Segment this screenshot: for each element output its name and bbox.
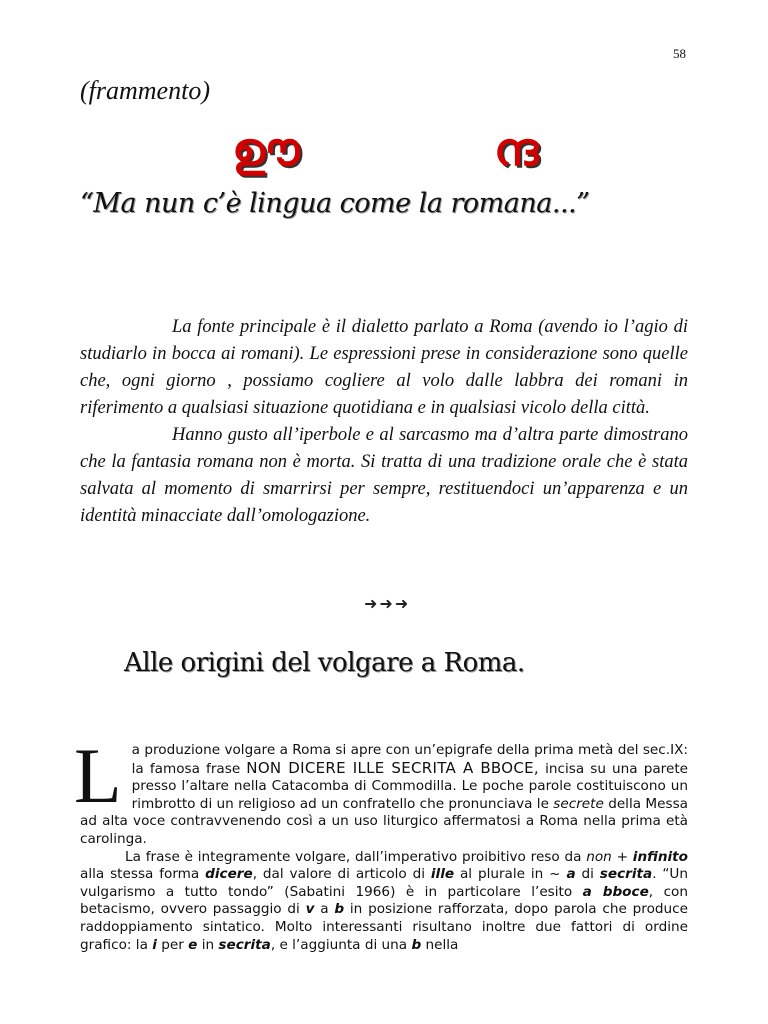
body-paragraph [74, 732, 689, 849]
text-run: nella [421, 936, 459, 953]
body-paragraph [80, 849, 688, 955]
emphasis: infinito [632, 848, 688, 865]
intro-paragraph: Hanno gusto all’iperbole e al sarcasmo ma d’altra parte dimostrano che la fantasia romana non è morta. Si tratta di una tradizione orale che è stata salvata al momento di smarrirsi per sempre, restituendoci un’apparenza e un identità minacciate dall’omologazione. [80, 425, 688, 526]
ornament-left-icon: ഊ [232, 122, 300, 176]
emphasis: a bboce [582, 883, 649, 900]
text-run: alla stessa forma [80, 866, 206, 883]
emphasis: ille [430, 866, 455, 883]
text-run: al plurale in ~ [454, 866, 567, 883]
text-run: + [611, 848, 633, 865]
text-run: , con betacismo, ovvero passaggio di [80, 883, 688, 918]
quote-title: “Ma nun c’è lingua come la romana...” [80, 188, 590, 219]
drop-cap: L [74, 732, 122, 819]
text-run: , dal valore di articolo di [252, 866, 431, 883]
text-run: a [314, 901, 335, 918]
emphasis: dicere [205, 866, 253, 883]
text-run: in posizione rafforzata, dopo parola che produce raddoppiamento sintatico. Molto interessanti risultano inoltre due fattori di ordine grafico: la [80, 901, 688, 953]
text-run: a produzione volgare a Roma si apre con un’epigrafe della prima metà del sec.IX: la famosa frase [131, 742, 688, 777]
body-text [74, 732, 689, 954]
intro-text [80, 314, 688, 530]
text-run: per [156, 936, 189, 953]
section-title: Alle origini del volgare a Roma. [124, 648, 525, 678]
emphasis: secrita [599, 866, 653, 883]
arrow-separator-icon: ➜➜➜ [364, 594, 411, 613]
text-run: La frase è integramente volgare, dall’imperativo proibitivo reso da [125, 848, 587, 865]
inscription-text: NON DICERE ILLE SECRITA A BBOCE, [246, 758, 539, 777]
emphasis: b [411, 936, 422, 953]
intro-paragraph: La fonte principale è il dialetto parlato a Roma (avendo io l’agio di studiarlo in bocca ai romani). Le espressioni prese in considerazione sono quelle che, ogni giorno , possiamo cogliere al volo dalle labbra dei romani in riferimento a qualsiasi situazione quotidiana e in qualsiasi vicolo della città. [80, 317, 688, 418]
fragment-label: (frammento) [80, 76, 210, 105]
text-run: , e l’aggiunta di una [270, 936, 412, 953]
emphasis: e [188, 936, 198, 953]
emphasis: secrete [553, 795, 604, 812]
text-run: in [197, 936, 219, 953]
text-run: . “Un vulgarismo a tutto tondo” (Sabatini 1966) è in particolare l’esito [80, 866, 688, 900]
text-run: incisa su una parete presso l’altare nella Catacomba di Commodilla. Le poche parole costituiscono un rimbrotto di un religioso ad un confratello che pronunciava le [131, 760, 689, 812]
emphasis: secrita [218, 936, 271, 953]
text-run: di [575, 866, 600, 883]
emphasis: a [566, 866, 576, 883]
emphasis: v [305, 901, 315, 918]
page-number: 58 [673, 46, 686, 61]
ornament-right-icon: ന്ദ [494, 122, 539, 176]
emphasis: i [152, 936, 157, 953]
emphasis: non [586, 848, 612, 865]
emphasis: b [334, 901, 345, 918]
text-run: della Messa ad alta voce contravvenendo così a un uso liturgico affermatosi a Roma nella prima età carolinga. [80, 795, 688, 847]
